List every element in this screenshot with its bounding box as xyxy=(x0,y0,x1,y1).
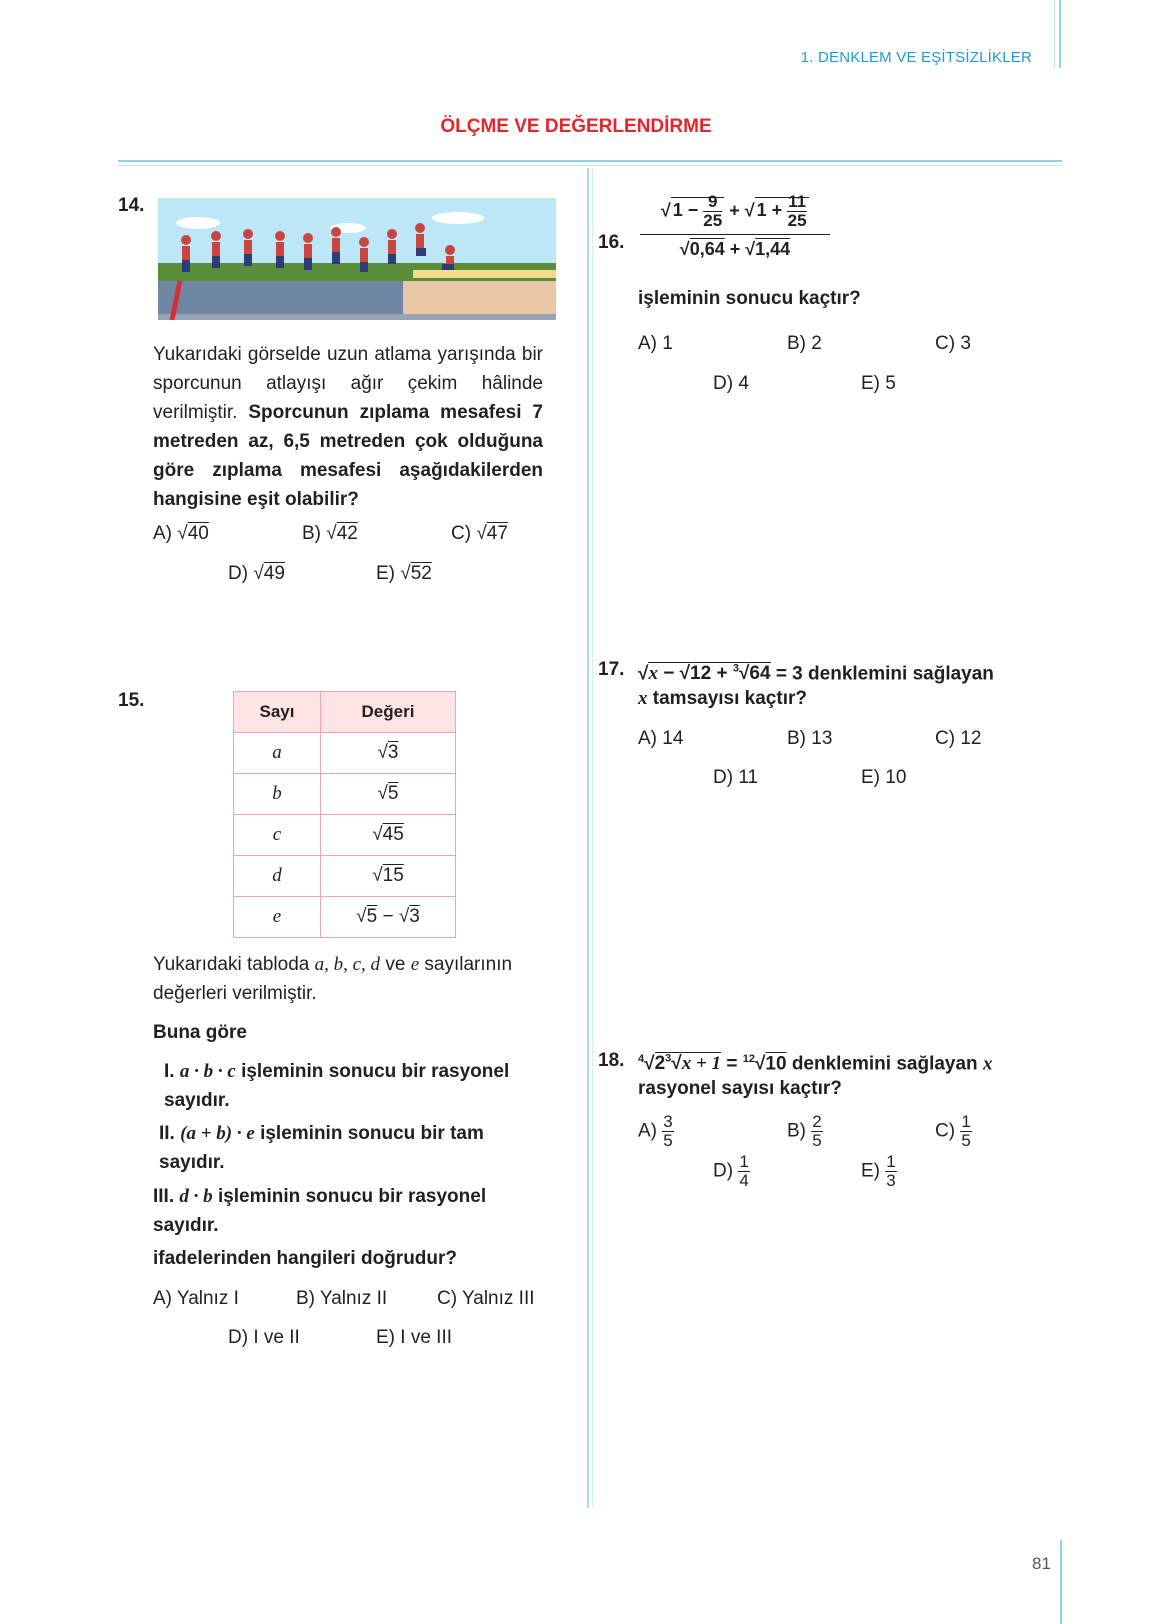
q18-option-c[interactable]: C) $\frac{1}{5}$ xyxy=(935,1112,971,1150)
table-row: d √15 xyxy=(234,856,456,897)
q16-option-e[interactable]: E) 5 xyxy=(861,373,896,394)
q15-number: 15. xyxy=(118,690,145,711)
q18-number: 18. xyxy=(598,1050,625,1071)
q16-option-c[interactable]: C) 3 xyxy=(935,333,971,354)
q17-option-e[interactable]: E) 10 xyxy=(861,767,907,788)
q18-stem-line2: rasyonel sayısı kaçtır? xyxy=(638,1078,842,1099)
q15-statement-3: III. d · b işleminin sonucu bir rasyonel sayıdır. xyxy=(153,1186,487,1236)
q17-option-a[interactable]: A) 14 xyxy=(638,728,684,749)
q17-number: 17. xyxy=(598,659,625,680)
q17-option-d[interactable]: D) 11 xyxy=(713,767,759,788)
q16-expression xyxy=(640,193,830,260)
q15-value-table xyxy=(233,691,456,938)
q15-option-c[interactable]: C) Yalnız III xyxy=(437,1288,535,1309)
q14-question: Sporcunun zıplama mesafesi 7 metreden az, 6,5 metreden çok olduğuna göre zıplama mesafesi aşağıdakilerden hangisine eşit olabilir? xyxy=(153,402,543,510)
q16-option-d[interactable]: D) 4 xyxy=(713,373,749,394)
q14-option-b[interactable]: B) √42 xyxy=(302,523,358,544)
q15-option-a[interactable]: A) Yalnız I xyxy=(153,1288,239,1309)
table-row: b √5 xyxy=(234,774,456,815)
q16-question: işleminin sonucu kaçtır? xyxy=(638,288,861,309)
q18-stem-line1: $^4√2^3√x + 1 = ^{12}√10$ denklemini sağlayan x xyxy=(638,1053,993,1075)
q16-option-a[interactable]: A) 1 xyxy=(638,333,673,354)
q16-denominator: √0,64 + √1,44 xyxy=(679,239,791,259)
q18-option-b[interactable]: B) $\frac{2}{5}$ xyxy=(787,1112,822,1150)
q15-question: ifadelerinden hangileri doğrudur? xyxy=(153,1248,458,1269)
q15-intro: Yukarıdaki tabloda a, b, c, d ve e sayılarının değerleri verilmiştir. xyxy=(153,954,513,1004)
q15-option-d[interactable]: D) I ve II xyxy=(228,1327,300,1348)
q14-number: 14. xyxy=(118,195,145,216)
q14-option-e[interactable]: E) √52 xyxy=(376,563,432,584)
q14-text: Yukarıdaki görselde uzun atlama yarışında bir sporcunun atlayışı ağır çekim hâlinde verilmiştir. xyxy=(153,344,543,423)
chapter-header: 1. DENKLEM VE EŞİTSİZLİKLER xyxy=(800,49,1032,66)
q15-option-e[interactable]: E) I ve III xyxy=(376,1327,453,1348)
q17-option-b[interactable]: B) 13 xyxy=(787,728,833,749)
title-rule-thin xyxy=(118,165,1062,166)
table-row: c √45 xyxy=(234,815,456,856)
q18-option-e[interactable]: E) $\frac{1}{3}$ xyxy=(861,1152,896,1190)
q14-stem xyxy=(153,340,543,514)
table-row: a √3 xyxy=(234,733,456,774)
column-divider-thin xyxy=(592,168,593,1508)
footer-rule xyxy=(1060,1540,1062,1624)
q14-option-c[interactable]: C) √47 xyxy=(451,523,508,544)
header-rule-thin xyxy=(1054,0,1055,68)
q17-stem-line2: x tamsayısı kaçtır? xyxy=(638,688,807,709)
q18-option-a[interactable]: A) $\frac{3}{5}$ xyxy=(638,1112,673,1150)
table-header-number: Sayı xyxy=(234,692,321,733)
table-row: e √5 − √3 xyxy=(234,897,456,938)
title-rule xyxy=(118,160,1062,162)
column-divider xyxy=(587,168,589,1508)
q16-number: 16. xyxy=(598,232,625,253)
long-jump-illustration xyxy=(158,198,556,320)
header-rule xyxy=(1059,0,1061,68)
q16-numerator: √ 1 − $\frac{9}{25}$ + √ 1 + $\frac{11}{25}$ xyxy=(640,193,830,235)
q15-option-b[interactable]: B) Yalnız II xyxy=(296,1288,388,1309)
q17-stem-line1: √x − √12 + $^3$√64 = 3 denklemini sağlayan xyxy=(638,663,994,685)
q17-option-c[interactable]: C) 12 xyxy=(935,728,982,749)
q14-option-d[interactable]: D) √49 xyxy=(228,563,285,584)
q18-option-d[interactable]: D) $\frac{1}{4}$ xyxy=(713,1152,749,1190)
q14-option-a[interactable]: A) √40 xyxy=(153,523,209,544)
q15-buna-gore: Buna göre xyxy=(153,1022,247,1043)
q16-option-b[interactable]: B) 2 xyxy=(787,333,822,354)
page-number: 81 xyxy=(1032,1554,1051,1573)
page-title: ÖLÇME VE DEĞERLENDİRME xyxy=(440,116,712,137)
table-header-value: Değeri xyxy=(321,692,456,733)
q15-statement-2: II. (a + b) · e işleminin sonucu bir tam sayıdır. xyxy=(159,1123,484,1173)
q15-statement-1: I. a · b · c işleminin sonucu bir rasyonel sayıdır. xyxy=(164,1061,510,1111)
